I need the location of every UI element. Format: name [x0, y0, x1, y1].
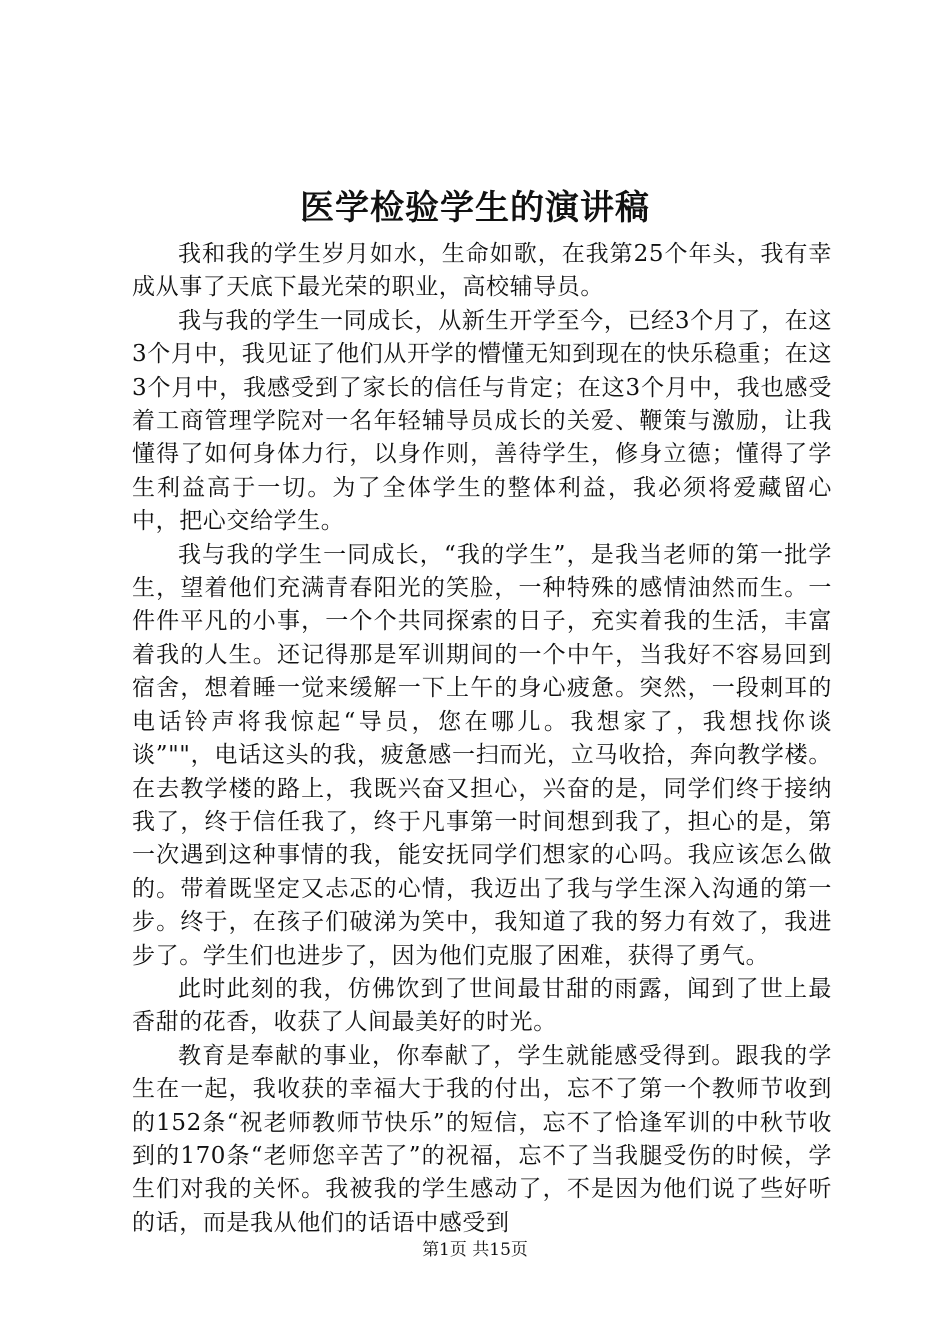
- paragraph-5: 教育是奉献的事业，你奉献了，学生就能感受得到。跟我的学生在一起，我收获的幸福大于我的付出，忘不了第一个教师节收到的152条“祝老师教师节快乐”的短信，忘不了恰逢军训的中秋节收到的170条“老师您辛苦了”的祝福，忘不了当我腿受伤的时候，学生们对我的关怀。我被我的学生感动了，不是因为他们说了些好听的话，而是我从他们的话语中感受到: [132, 1042, 832, 1236]
- paragraph-3: 我与我的学生一同成长，“我的学生”，是我当老师的第一批学生，望着他们充满青春阳光的笑脸，一种特殊的感情油然而生。一件件平凡的小事，一个个共同探索的日子，充实着我的生活，丰富着我的人生。还记得那是军训期间的一个中午，当我好不容易回到宿舍，想着睡一觉来缓解一下上午的身心疲惫。突然，一段刺耳的电话铃声将我惊起“导员，您在哪儿。我想家了，我想找你谈谈”""，电话这头的我，疲惫感一扫而光，立马收拾，奔向教学楼。在去教学楼的路上，我既兴奋又担心，兴奋的是，同学们终于接纳我了，终于信任我了，终于凡事第一时间想到我了，担心的是，第一次遇到这种事情的我，能安抚同学们想家的心吗。我应该怎么做的。带着既坚定又忐忑的心情，我迈出了我与学生深入沟通的第一步。终于，在孩子们破涕为笑中，我知道了我的努力有效了，我进步了。学生们也进步了，因为他们克服了困难，获得了勇气。: [132, 541, 832, 969]
- document-body: [132, 238, 832, 1240]
- document-title: 医学检验学生的演讲稿: [300, 188, 650, 228]
- page-number-footer: 第1页 共15页: [422, 1240, 528, 1260]
- paragraph-2: 我与我的学生一同成长，从新生开学至今，已经3个月了，在这3个月中，我见证了他们从开学的懵懂无知到现在的快乐稳重；在这3个月中，我感受到了家长的信任与肯定；在这3个月中，我也感受着工商管理学院对一名年轻辅导员成长的关爱、鞭策与激励，让我懂得了如何身体力行，以身作则，善待学生，修身立德；懂得了学生利益高于一切。为了全体学生的整体利益，我必须将爱藏留心中，把心交给学生。: [132, 307, 832, 535]
- paragraph-4: 此时此刻的我，仿佛饮到了世间最甘甜的雨露，闻到了世上最香甜的花香，收获了人间最美好的时光。: [132, 975, 832, 1036]
- paragraph-1: 我和我的学生岁月如水，生命如歌，在我第25个年头，我有幸成从事了天底下最光荣的职业，高校辅导员。: [132, 241, 832, 301]
